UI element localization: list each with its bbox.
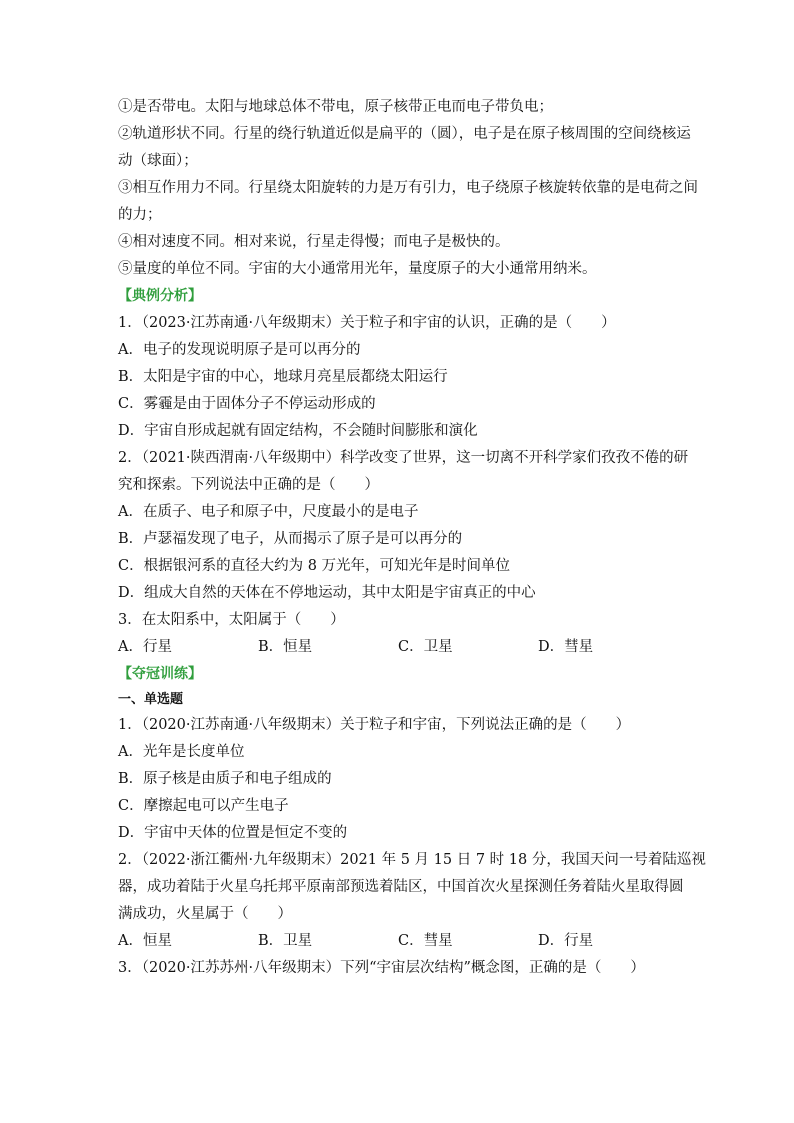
example-section-title: 【典例分析】 (118, 288, 202, 304)
question-stem: 3．（2020·江苏苏州·八年级期末）下列“宇宙层次结构”概念图，正确的是（ ） (118, 960, 645, 976)
training-question-3 (118, 955, 684, 982)
option-b: B．原子核是由质子和电子组成的 (118, 771, 332, 787)
training-section-title: 【夺冠训练】 (118, 666, 202, 682)
question-stem: 2．（2021·陕西渭南·八年级期中）科学改变了世界，这一切离不开科学家们孜孜不倦的研 (118, 450, 689, 466)
option-a: A．电子的发现说明原子是可以再分的 (118, 342, 361, 358)
example-question-1 (118, 310, 684, 445)
option-c: C．根据银河系的直径大约为 8 万光年，可知光年是时间单位 (118, 558, 511, 574)
option-c: C．雾霾是由于固体分子不停运动形成的 (118, 396, 376, 412)
training-question-1 (118, 712, 684, 847)
option-d: D．宇宙中天体的位置是恒定不变的 (118, 825, 348, 841)
option-d: D．行星 (538, 933, 594, 949)
option-c: C．卫星 (398, 639, 453, 655)
example-question-3 (118, 607, 684, 661)
question-stem-continued: 究和探索。下列说法中正确的是（ ） (118, 477, 379, 493)
training-question-2 (118, 847, 706, 955)
option-row (118, 634, 684, 661)
option-d: D．宇宙自形成起就有固定结构，不会随时间膨胀和演化 (118, 423, 478, 439)
note-line: ⑤量度的单位不同。宇宙的大小通常用光年，量度原子的大小通常用纳米。 (118, 261, 597, 277)
question-stem: 2．（2022·浙江衢州·九年级期末）2021 年 5 月 15 日 7 时 18 分，我国天问一号着陆巡视 (118, 852, 706, 868)
option-c: C．摩擦起电可以产生电子 (118, 798, 289, 814)
option-b: B．恒星 (258, 639, 313, 655)
question-stem: 1．（2020·江苏南通·八年级期末）关于粒子和宇宙，下列说法正确的是（ ） (118, 717, 631, 733)
option-b: B．太阳是宇宙的中心，地球月亮星辰都绕太阳运行 (118, 369, 448, 385)
option-c: C．彗星 (398, 933, 453, 949)
option-row (118, 928, 684, 955)
option-a: A．在质子、电子和原子中，尺度最小的是电子 (118, 504, 419, 520)
single-choice-heading: 一、单选题 (118, 692, 184, 707)
note-line: ③相互作用力不同。行星绕太阳旋转的力是万有引力，电子绕原子核旋转依靠的是电荷之间 (118, 180, 698, 196)
question-stem-continued: 满成功，火星属于（ ） (118, 906, 292, 922)
option-d: D．组成大自然的天体在不停地运动，其中太阳是宇宙真正的中心 (118, 585, 536, 601)
question-stem-continued: 器，成功着陆于火星乌托邦平原南部预选着陆区，中国首次火星探测任务着陆火星取得圆 (118, 879, 684, 895)
option-a: A．光年是长度单位 (118, 744, 245, 760)
option-a: A．恒星 (118, 933, 172, 949)
option-d: D．彗星 (538, 639, 594, 655)
page-content (118, 94, 706, 982)
option-b: B．卢瑟福发现了电子，从而揭示了原子是可以再分的 (118, 531, 463, 547)
example-question-2 (118, 445, 689, 607)
question-stem: 1．（2023·江苏南通·八年级期末）关于粒子和宇宙的认识，正确的是（ ） (118, 315, 616, 331)
option-a: A．行星 (118, 639, 172, 655)
question-stem: 3．在太阳系中，太阳属于（ ） (118, 612, 345, 628)
note-line: ④相对速度不同。相对来说，行星走得慢；而电子是极快的。 (118, 234, 510, 250)
note-line: ②轨道形状不同。行星的绕行轨道近似是扁平的（圆），电子是在原子核周围的空间绕核运 (118, 126, 691, 142)
note-line: 的力； (118, 207, 162, 223)
option-b: B．卫星 (258, 933, 313, 949)
note-line: 动（球面）； (118, 153, 198, 169)
comparison-notes (118, 94, 698, 283)
note-line: ①是否带电。太阳与地球总体不带电，原子核带正电而电子带负电； (118, 99, 553, 115)
